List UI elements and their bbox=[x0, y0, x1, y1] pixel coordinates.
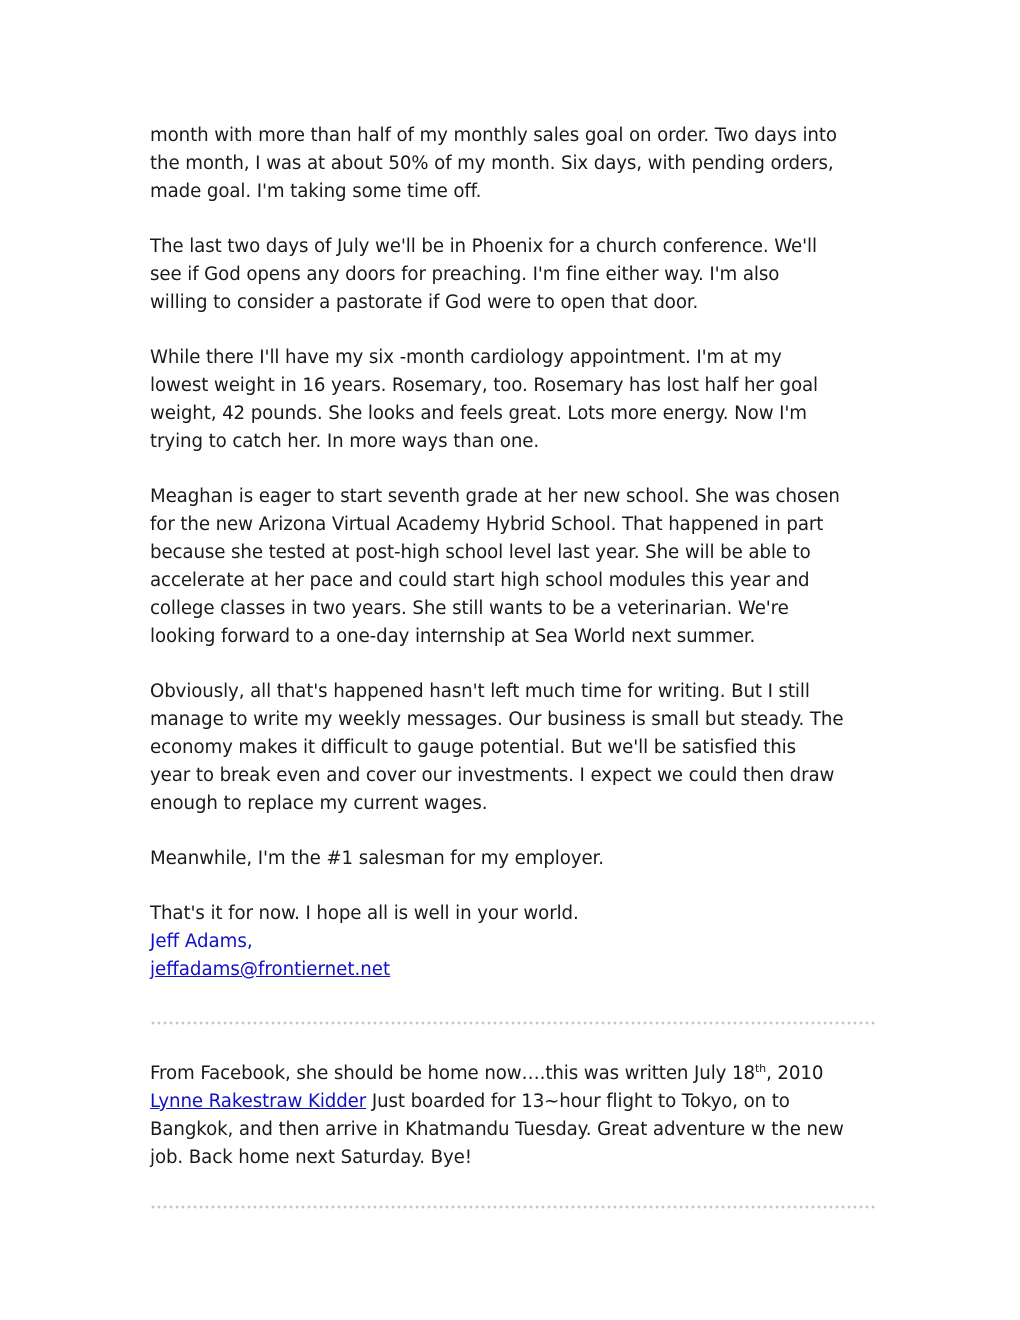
closing-line: That's it for now. I hope all is well in your world. bbox=[150, 903, 579, 924]
section-divider-bottom bbox=[150, 1204, 876, 1210]
facebook-intro-end: , 2010 bbox=[766, 1063, 824, 1084]
paragraph-cardiology: While there I'll have my six -month cardiology appointment. I'm at my lowest weight in 16 years. Rosemary, too. Rosemary has lost half her goal weight, 42 pounds. She looks and feels great. Lots more energy. Now I'm trying to catch her. In more ways than one. bbox=[150, 347, 818, 452]
paragraph-sales-goal: month with more than half of my monthly sales goal on order. Two days into the month, I was at about 50% of my month. Six days, with pending orders, made goal. I'm taking some time off. bbox=[150, 125, 837, 202]
paragraph-meaghan-school: Meaghan is eager to start seventh grade at her new school. She was chosen for the new Arizona Virtual Academy Hybrid School. That happened in part because she tested at post-high school level last year. She will be able to accelerate at her pace and could start high school modules this year and college classes in two years. She still wants to be a veterinarian. We're looking forward to a one-day internship at Sea World next summer. bbox=[150, 486, 840, 647]
facebook-intro: From Facebook, she should be home now….this was written July 18 bbox=[150, 1063, 755, 1084]
section-divider bbox=[150, 1020, 876, 1026]
facebook-profile-link[interactable]: Lynne Rakestraw Kidder bbox=[150, 1091, 367, 1112]
signature-name: Jeff Adams, bbox=[150, 931, 253, 952]
document-page bbox=[150, 122, 880, 1210]
facebook-post bbox=[150, 1060, 880, 1172]
facebook-intro-sup: th bbox=[754, 1061, 767, 1075]
facebook-post-text: Just boarded for 13~hour flight to Tokyo, on to Bangkok, and then arrive in Khatmandu Tuesday. Great adventure w the new job. Back home next Saturday. Bye! bbox=[150, 1091, 844, 1168]
paragraph-phoenix-conference: The last two days of July we'll be in Phoenix for a church conference. We'll see if God opens any doors for preaching. I'm fine either way. I'm also willing to consider a pastorate if God were to open that door. bbox=[150, 236, 817, 313]
signature-email-link[interactable]: jeffadams@frontiernet.net bbox=[150, 959, 391, 980]
paragraph-writing-business: Obviously, all that's happened hasn't left much time for writing. But I still manage to write my weekly messages. Our business is small but steady. The economy makes it difficult to gauge potential. But we'll be satisfied this year to break even and cover our investments. I expect we could then draw enough to replace my current wages. bbox=[150, 681, 844, 814]
paragraph-salesman: Meanwhile, I'm the #1 salesman for my employer. bbox=[150, 848, 604, 869]
